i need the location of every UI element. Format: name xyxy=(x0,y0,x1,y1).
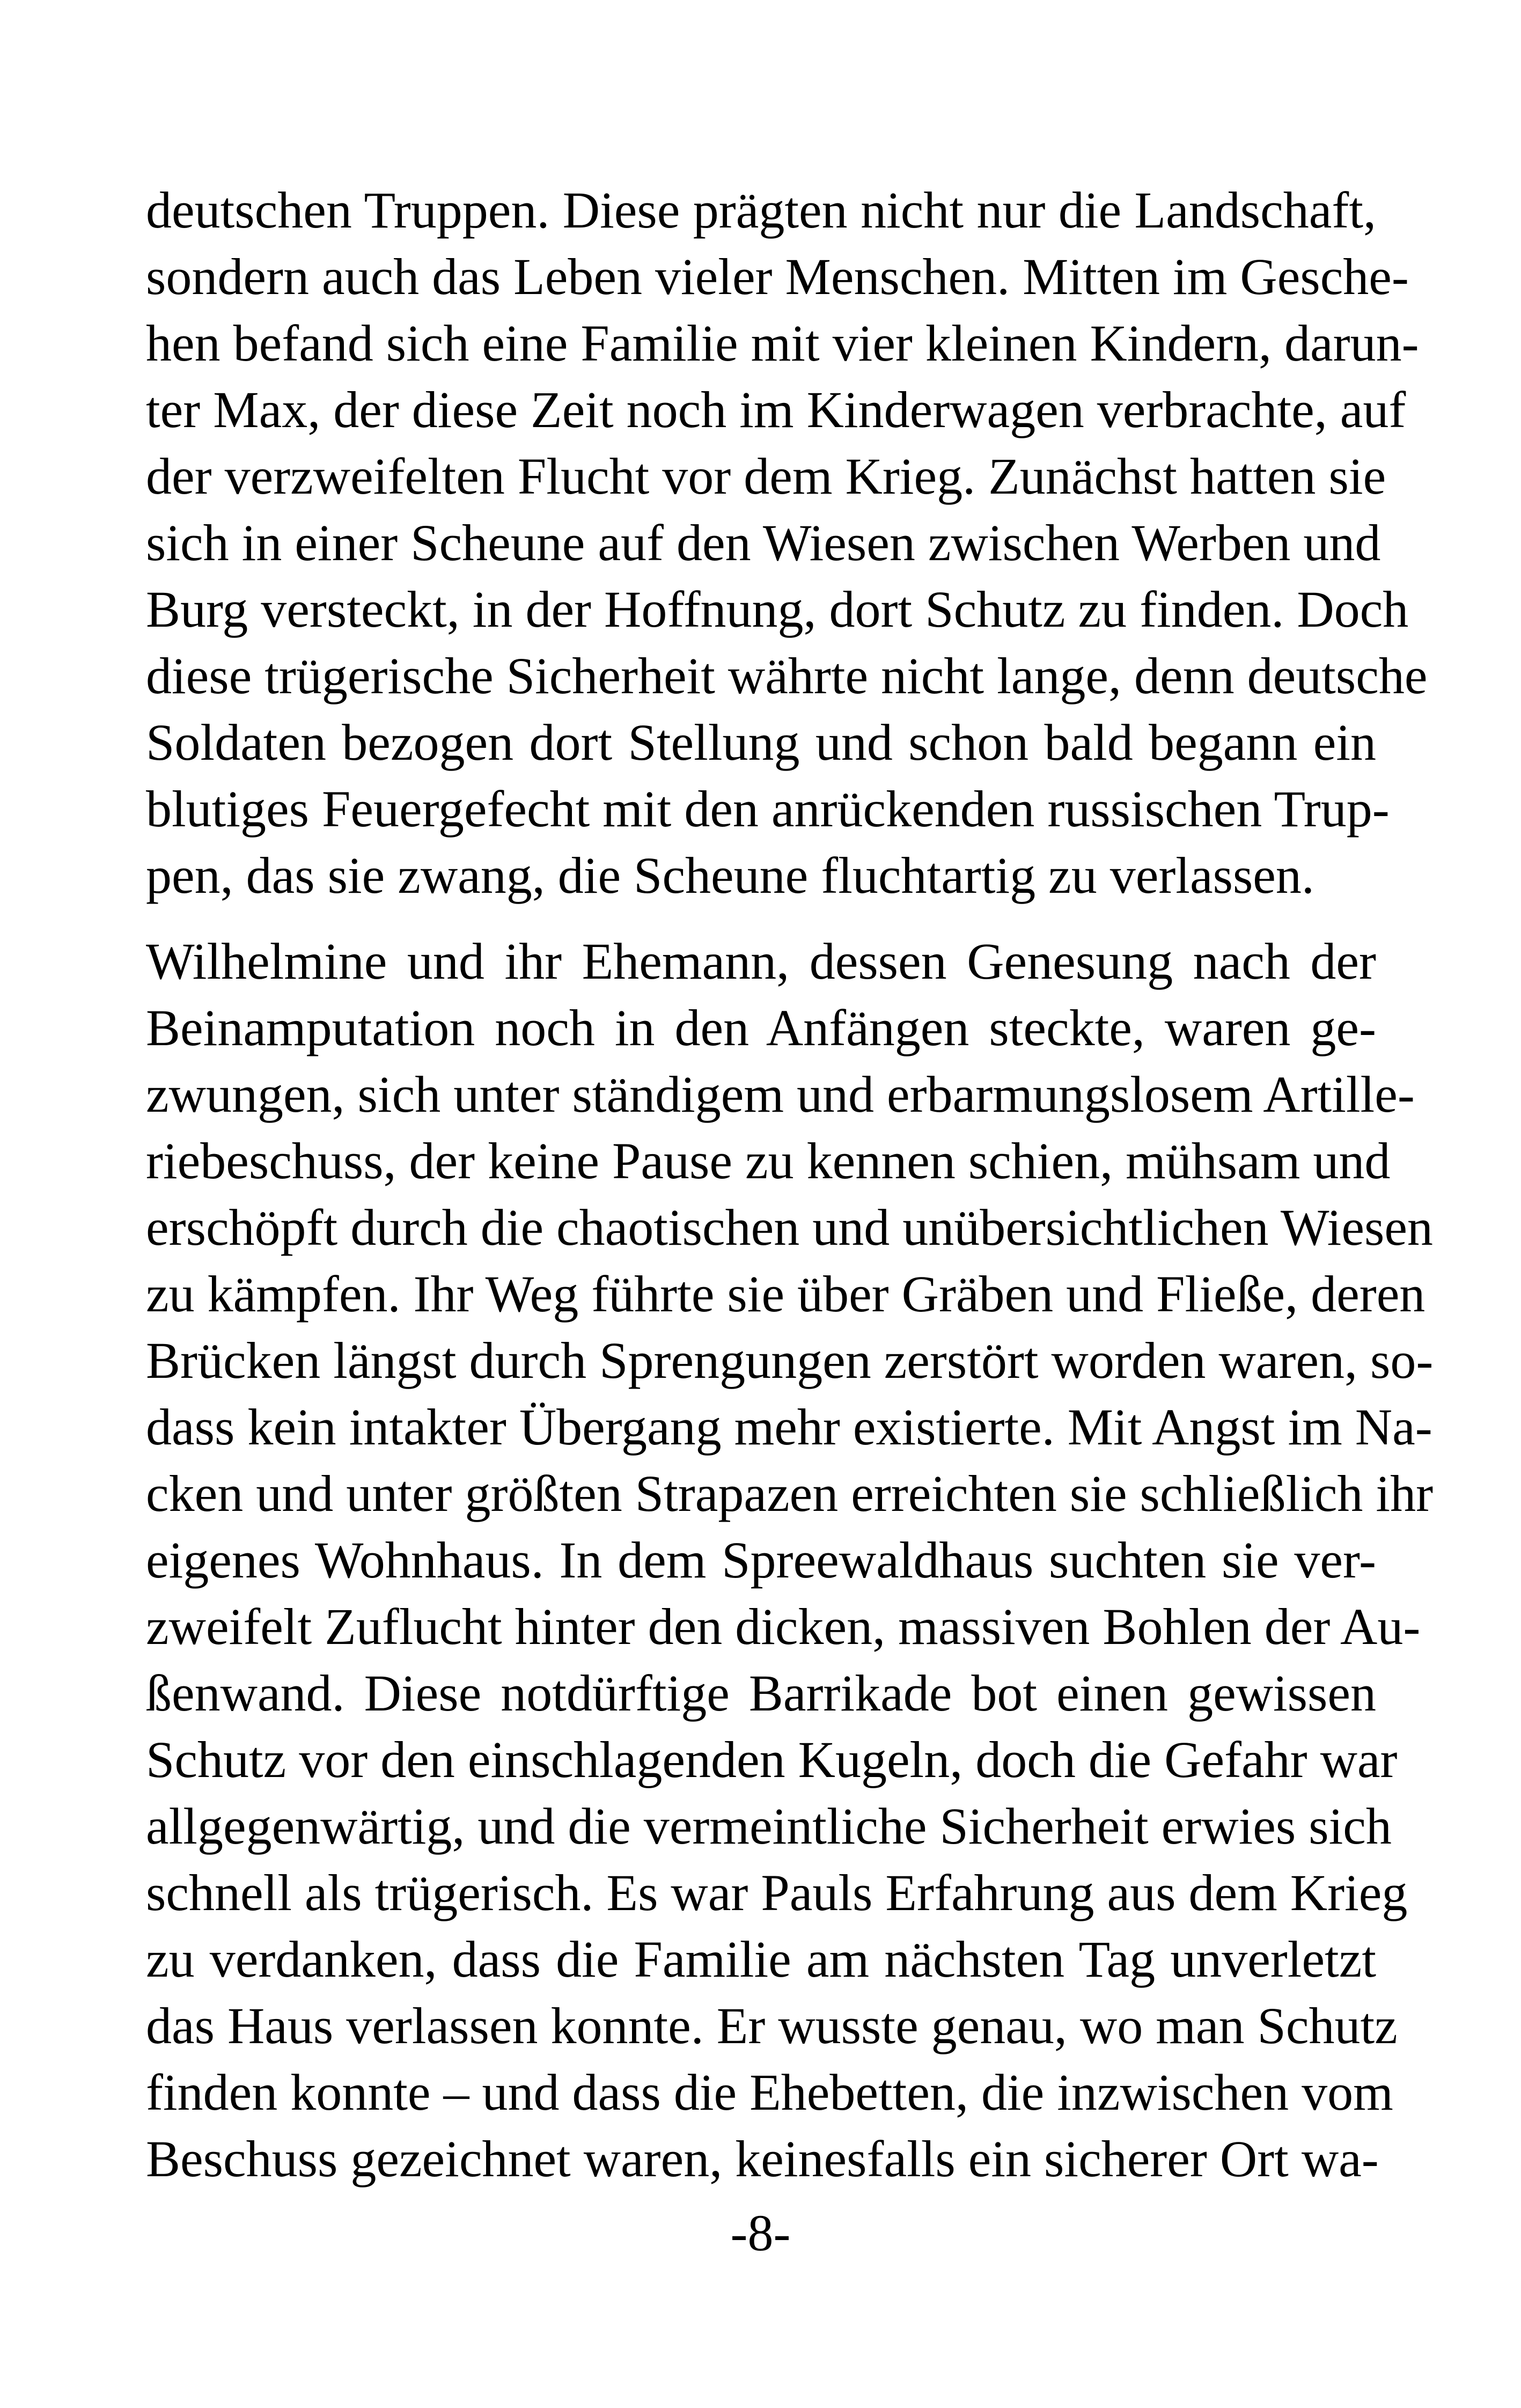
text-line: Beschuss gezeichnet waren, keinesfalls ein sicherer Ort wa- xyxy=(146,2130,1379,2187)
paragraph-2 xyxy=(146,928,1434,2192)
text-line: Brücken längst durch Sprengungen zerstört worden waren, so- xyxy=(146,1332,1434,1389)
text-line: zu kämpfen. Ihr Weg führte sie über Gräben und Fließe, deren xyxy=(146,1265,1426,1323)
text-line: finden konnte – und dass die Ehebetten, die inzwischen vom xyxy=(146,2064,1393,2121)
text-line: das Haus verlassen konnte. Er wusste genau, wo man Schutz xyxy=(146,1997,1398,2054)
text-line: Burg versteckt, in der Hoffnung, dort Schutz zu finden. Doch xyxy=(146,581,1409,638)
text-line: hen befand sich eine Familie mit vier kleinen Kindern, darun- xyxy=(146,314,1419,372)
text-line: sich in einer Scheune auf den Wiesen zwischen Werben und xyxy=(146,514,1381,571)
text-line: deutschen Truppen. Diese prägten nicht nur die Landschaft, xyxy=(146,181,1376,239)
text-line: eigenes Wohnhaus. In dem Spreewaldhaus suchten sie ver- xyxy=(146,1531,1376,1589)
text-line: dass kein intakter Übergang mehr existierte. Mit Angst im Na- xyxy=(146,1398,1432,1456)
text-line: ter Max, der diese Zeit noch im Kinderwagen verbrachte, auf xyxy=(146,381,1406,438)
text-line: blutiges Feuergefecht mit den anrückenden russischen Trup- xyxy=(146,780,1390,838)
page-number: -8- xyxy=(730,2204,791,2262)
text-line: schnell als trügerisch. Es war Pauls Erfahrung aus dem Krieg xyxy=(146,1864,1408,1921)
text-line: cken und unter größten Strapazen erreichten sie schließlich ihr xyxy=(146,1465,1434,1522)
text-line: Schutz vor den einschlagenden Kugeln, doch die Gefahr war xyxy=(146,1731,1398,1788)
text-line: erschöpft durch die chaotischen und unübersichtlichen Wiesen xyxy=(146,1199,1433,1256)
text-line: zu verdanken, dass die Familie am nächsten Tag unverletzt xyxy=(146,1930,1376,1988)
text-line: zweifelt Zuflucht hinter den dicken, massiven Bohlen der Au- xyxy=(146,1598,1421,1655)
text-line: Beinamputation noch in den Anfängen steckte, waren ge- xyxy=(146,999,1376,1056)
text-line: der verzweifelten Flucht vor dem Krieg. Zunächst hatten sie xyxy=(146,447,1386,505)
text-line: ßenwand. Diese notdürftige Barrikade bot einen gewissen xyxy=(146,1664,1376,1722)
text-line: allgegenwärtig, und die vermeintliche Sicherheit erwies sich xyxy=(146,1797,1392,1855)
text-line: Soldaten bezogen dort Stellung und schon bald begann ein xyxy=(146,714,1376,771)
text-line: riebeschuss, der keine Pause zu kennen schien, mühsam und xyxy=(146,1132,1391,1190)
text-line: diese trügerische Sicherheit währte nicht lange, denn deutsche xyxy=(146,647,1428,704)
paragraph-1 xyxy=(146,177,1428,909)
text-line: Wilhelmine und ihr Ehemann, dessen Genesung nach der xyxy=(146,933,1376,990)
text-line: sondern auch das Leben vieler Menschen. Mitten im Gesche- xyxy=(146,248,1409,305)
text-line: zwungen, sich unter ständigem und erbarmungslosem Artille- xyxy=(146,1066,1415,1123)
text-line: pen, das sie zwang, die Scheune fluchtartig zu verlassen. xyxy=(146,847,1314,904)
